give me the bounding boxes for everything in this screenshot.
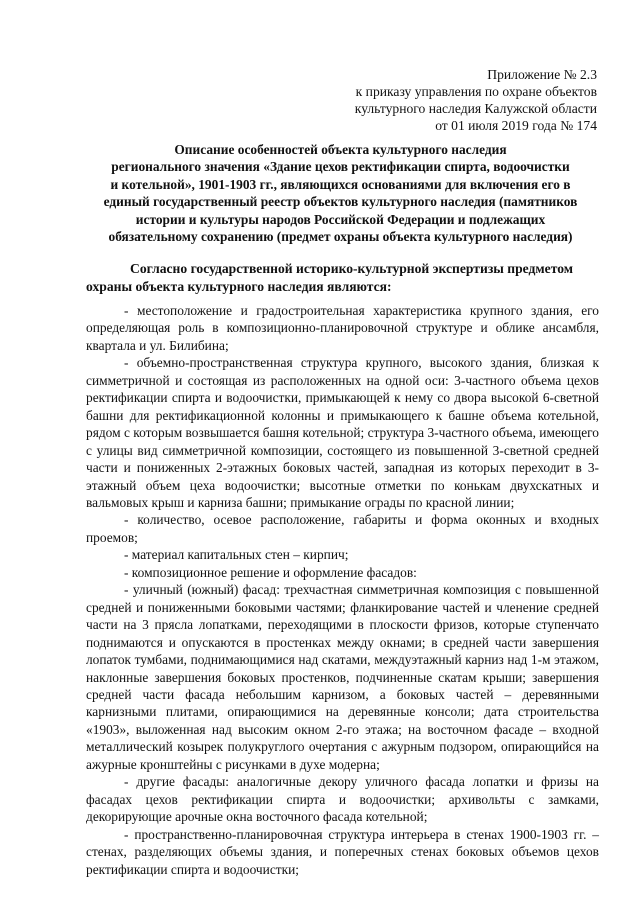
- protection-items-list: [86, 302, 599, 878]
- protection-item: - местоположение и градостроительная характеристика крупного здания, его определяющая роль в композиционно-планировочной структуре и облике ансамбля, квартала и ул. Билибина;: [86, 303, 599, 353]
- title-line: истории и культуры народов Российской Федерации и подлежащих: [135, 211, 546, 227]
- appendix-line: от 01 июля 2019 года № 174: [435, 118, 597, 133]
- title-line: обязательному сохранению (предмет охраны объекта культурного наследия): [108, 229, 573, 245]
- appendix-line: к приказу управления по охране объектов: [355, 84, 597, 99]
- protection-item: - материал капитальных стен – кирпич;: [124, 547, 349, 563]
- protection-item: - композиционное решение и оформление фасадов:: [124, 564, 417, 580]
- protection-item: - объемно-пространственная структура крупного, высокого здания, близкая к симметричной и состоящая из расположенных на одной оси: 3-частного объема цехов ректификации спирта и водоочистки, примыкающей к нему со двора высокой 6-светной башни для ректификационной колонны и примыкающего к башне объема котельной, рядом с которым возвышается башня котельной; структура 3-частного объема, имеющего с улицы вид симметричной композиции, состоящего из повышенной 3-светной средней части и пониженных 2-этажных боковых частей, западная из которых переходит в 3-этажный объем цеха водоочистки; высотные отметки по конькам двухскатных и вальмовых крыш и карниза башни; примыкание ограды по красной линии;: [86, 355, 599, 510]
- appendix-line: культурного наследия Калужской области: [354, 101, 597, 116]
- protection-item: - количество, осевое расположение, габариты и форма оконных и входных проемов;: [86, 512, 599, 545]
- protection-item: - уличный (южный) фасад: трехчастная симметричная композиция с повышенной средней и пониженными боковыми частями; фланкирование частей и членение средней части на 3 прясла лопатками, переходящими в плоскости фризов, которые ступенчато поднимаются и опускаются в простенках между окнами; в средней части завершения лопаток тумбами, поднимающимися над скатами, междуэтажный карниз над 1-м этажом, наклонные завершения боковых простенков, подчиненные скатам крыши; завершения средней части фасада небольшим карнизом, а боковых частей – деревянными карнизными плитами, опирающимися на деревянные консоли; дата строительства «1903», выложенная над высоким окном 2-го этажа; на восточном фасаде – входной металлический козырек полукруглого очертания с ажурным подзором, опирающийся на ажурные кронштейны с рисунками в духе модерна;: [86, 582, 599, 772]
- protection-item: - другие фасады: аналогичные декору уличного фасада лопатки и фризы на фасадах цехов ректификации спирта и водоочистки; архивольты с замками, декорирующие арочные окна восточного фасада котельной;: [86, 774, 599, 825]
- title-line: и котельной», 1901-1903 гг., являющихся основаниями для включения его в: [110, 176, 571, 192]
- title-line: Описание особенностей объекта культурного наследия: [174, 142, 507, 157]
- title-line: единый государственный реестр объектов культурного наследия (памятников: [103, 194, 578, 210]
- intro-line: охраны объекта культурного наследия являются:: [86, 278, 392, 294]
- appendix-line: Приложение № 2.3: [487, 67, 597, 82]
- appendix-reference: [355, 66, 597, 134]
- protection-item: - пространственно-планировочная структура интерьера в стенах 1900-1903 гг. – стенах, разделяющих объемы здания, и поперечных стенах боковых объемов цехов ректификации спирта и водоочистки;: [86, 826, 599, 877]
- intro-line: Согласно государственной историко-культурной экспертизы предметом: [130, 261, 574, 276]
- document-title: [78, 141, 603, 245]
- title-line: регионального значения «Здание цехов ректификации спирта, водоочистки: [111, 159, 570, 175]
- intro-statement: [86, 260, 603, 295]
